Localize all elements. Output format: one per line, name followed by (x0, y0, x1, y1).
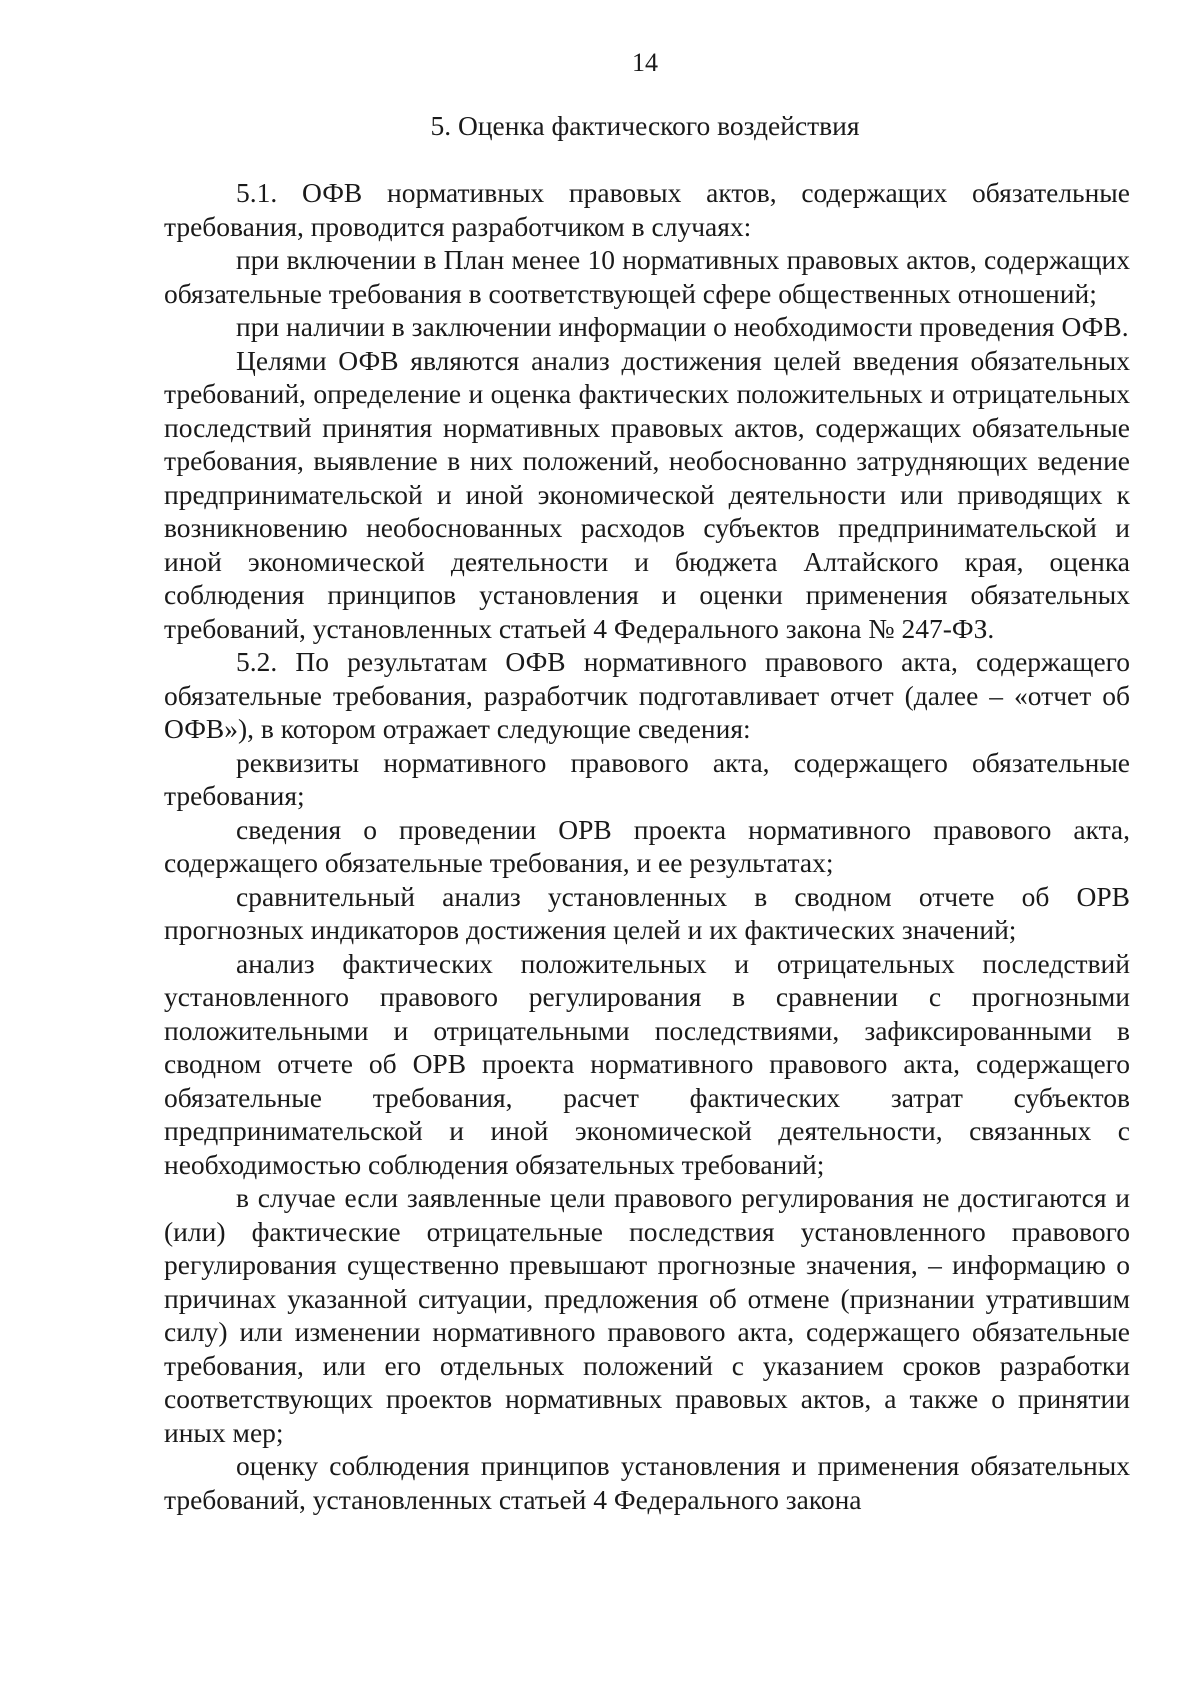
document-body (164, 176, 1130, 1516)
page-number: 14 (632, 48, 658, 77)
paragraph-consequences-analysis: анализ фактических положительных и отрицательных последствий установленного правового регулирования в сравнении с прогнозными положительными и отрицательными последствиями, зафиксированными в сводном отчете об ОРВ проекта нормативного правового акта, содержащего обязательные требования, расчет фактических затрат субъектов предпринимательской и иной экономической деятельности, связанных с необходимостью соблюдения обязательных требований; (164, 947, 1130, 1180)
paragraph-plan-inclusion: при включении в План менее 10 нормативных правовых актов, содержащих обязательные требования в соответствующей сфере общественных отношений; (164, 244, 1130, 309)
section-heading: 5. Оценка фактического воздействия (430, 110, 860, 141)
paragraph-orv-info: сведения о проведении ОРВ проекта нормативного правового акта, содержащего обязательные требования, и ее результатах; (164, 813, 1130, 878)
paragraph-principles-assessment: оценку соблюдения принципов установления и применения обязательных требований, установленных статьей 4 Федерального закона (164, 1450, 1130, 1515)
paragraph-conclusion-info: при наличии в заключении информации о необходимости проведения ОФВ. (236, 311, 1129, 342)
paragraph-act-details: реквизиты нормативного правового акта, содержащего обязательные требования; (164, 746, 1130, 811)
paragraph-5-1: 5.1. ОФВ нормативных правовых актов, содержащих обязательные требования, проводится разработчиком в случаях: (164, 177, 1130, 242)
paragraph-ofv-goals: Целями ОФВ являются анализ достижения целей введения обязательных требований, определение и оценка фактических положительных и отрицательных последствий принятия нормативных правовых актов, содержащих обязательные требования, выявление в них положений, необоснованно затрудняющих ведение предпринимательской и иной экономической деятельности или приводящих к возникновению необоснованных расходов субъектов предпринимательской и иной экономической деятельности и бюджета Алтайского края, оценка соблюдения принципов установления и оценки применения обязательных требований, установленных статьей 4 Федерального закона № 247-ФЗ. (164, 344, 1130, 644)
paragraph-5-2: 5.2. По результатам ОФВ нормативного правового акта, содержащего обязательные требования, разработчик подготавливает отчет (далее – «отчет об ОФВ»), в котором отражает следующие сведения: (164, 646, 1130, 744)
paragraph-goals-not-achieved: в случае если заявленные цели правового регулирования не достигаются и (или) фактические отрицательные последствия установленного правового регулирования существенно превышают прогнозные значения, – информацию о причинах указанной ситуации, предложения об отмене (признании утратившим силу) или изменении нормативного правового акта, содержащего обязательные требования, или его отдельных положений с указанием сроков разработки соответствующих проектов нормативных правовых актов, а также о принятии иных мер; (164, 1182, 1130, 1448)
paragraph-comparative-analysis: сравнительный анализ установленных в сводном отчете об ОРВ прогнозных индикаторов достижения целей и их фактических значений; (164, 880, 1130, 945)
